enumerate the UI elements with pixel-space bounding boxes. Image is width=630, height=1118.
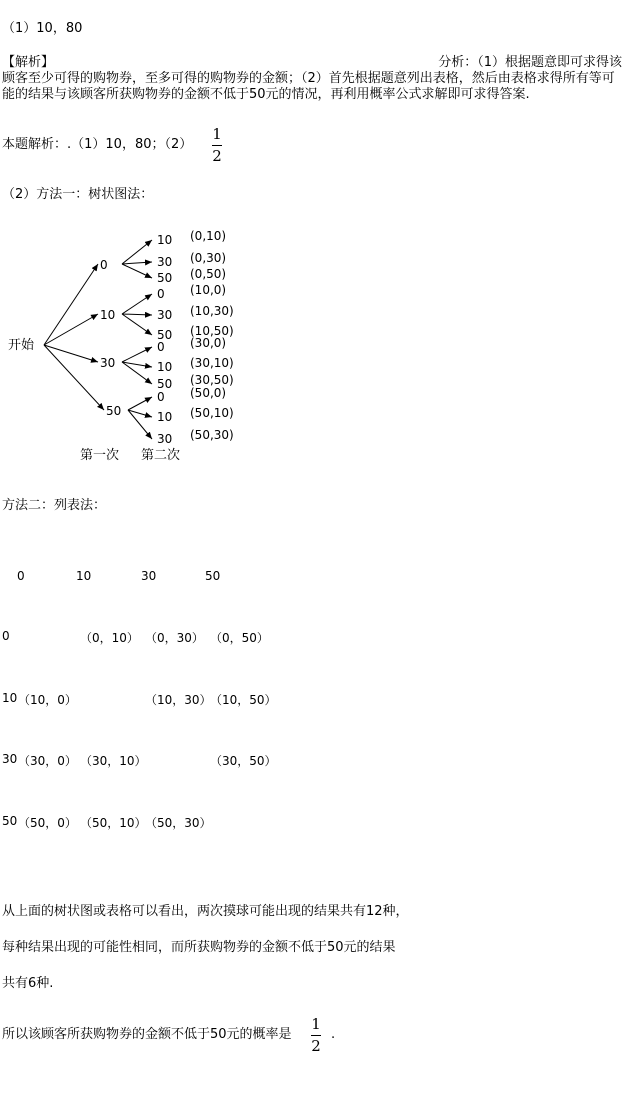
tree-first-draw-value: 0 xyxy=(100,258,108,272)
table-cell: （50，10） xyxy=(80,816,147,830)
tree-outcome-pair: (50,0) xyxy=(190,386,227,400)
tree-outcome-pair: (30,50) xyxy=(190,373,234,387)
analysis-heading: 【解析】 xyxy=(2,55,55,70)
tree-outcome-pair: (0,10) xyxy=(190,229,227,243)
tree-second-draw-value: 0 xyxy=(157,340,165,354)
tree-branch-arrow xyxy=(128,410,152,417)
table-row-label: 10 xyxy=(2,691,18,705)
tree-second-draw-value: 50 xyxy=(157,377,173,391)
table-header-cell: 50 xyxy=(205,569,221,583)
tree-branch-arrow xyxy=(128,397,152,410)
tree-first-draw-value: 30 xyxy=(100,356,116,370)
tree-outcome-pair: (10,30) xyxy=(190,304,234,318)
tree-outcome-pair: (10,0) xyxy=(190,283,227,297)
tree-outcome-pair: (10,50) xyxy=(190,324,234,338)
table-cell: （0，30） xyxy=(145,631,204,645)
tree-second-draw-value: 50 xyxy=(157,271,173,285)
tree-first-draw-value: 50 xyxy=(106,404,122,418)
tree-second-draw-value: 10 xyxy=(157,410,173,424)
method1-title: （2）方法一：树状图法： xyxy=(2,187,154,202)
table-row-label: 50 xyxy=(2,814,18,828)
tree-branch-arrow xyxy=(44,314,98,345)
table-row-label: 30 xyxy=(2,752,18,766)
tree-second-draw-value: 30 xyxy=(157,432,173,446)
tree-first-draw-value: 10 xyxy=(100,308,116,322)
tree-outcome-pair: (0,30) xyxy=(190,251,227,265)
tree-outcome-pair: (50,10) xyxy=(190,406,234,420)
tree-branch-arrow xyxy=(122,314,152,335)
tree-outcome-pair: (50,30) xyxy=(190,428,234,442)
tree-second-draw-value: 0 xyxy=(157,287,165,301)
table-cell: （10，0） xyxy=(18,693,77,707)
tree-outcome-pair: (30,10) xyxy=(190,356,234,370)
tree-branch-arrow xyxy=(122,347,152,362)
tree-label-second: 第二次 xyxy=(141,448,181,463)
tree-second-draw-value: 10 xyxy=(157,233,173,247)
fraction-bar xyxy=(311,1035,321,1036)
method2-title: 方法二：列表法： xyxy=(2,498,107,513)
conclusion-frac-numerator: 1 xyxy=(311,1015,321,1033)
table-cell: （10，50） xyxy=(210,693,277,707)
tree-second-draw-value: 30 xyxy=(157,308,173,322)
tree-outcome-pair: (30,0) xyxy=(190,336,227,350)
conclusion-line1: 从上面的树状图或表格可以看出，两次摸球可能出现的结果共有12种， xyxy=(2,904,409,919)
tree-second-draw-value: 0 xyxy=(157,390,165,404)
table-cell: （50，30） xyxy=(145,816,212,830)
table-cell: （0，10） xyxy=(80,631,139,645)
solution-frac-numerator: 1 xyxy=(212,125,222,143)
tree-branch-arrow xyxy=(122,294,152,314)
table-header-cell: 0 xyxy=(17,569,25,583)
table-header-cell: 10 xyxy=(76,569,92,583)
tree-branch-arrow xyxy=(122,362,152,367)
tree-branch-arrow xyxy=(122,262,152,264)
tree-outcome-pair: (0,50) xyxy=(190,267,227,281)
table-cell: （30，10） xyxy=(80,754,147,768)
conclusion-suffix: . xyxy=(331,1027,336,1042)
table-row-label: 0 xyxy=(2,629,10,643)
tree-branch-arrow xyxy=(128,410,152,439)
conclusion-line2: 每种结果出现的可能性相同，而所获购物券的金额不低于50元的结果 xyxy=(2,940,396,955)
conclusion-line4: 所以该顾客所获购物券的金额不低于50元的概率是 xyxy=(2,1027,292,1042)
tree-branch-arrow xyxy=(44,264,98,345)
tree-branch-arrow xyxy=(122,314,152,315)
tree-branch-arrow xyxy=(122,362,152,384)
table-cell: （0，50） xyxy=(210,631,269,645)
tree-branch-arrow xyxy=(122,264,152,278)
tree-second-draw-value: 50 xyxy=(157,328,173,342)
tree-start-label: 开始 xyxy=(8,338,35,353)
tree-label-first: 第一次 xyxy=(80,448,120,463)
tree-branch-arrow xyxy=(122,240,152,264)
table-cell: （10，30） xyxy=(145,693,212,707)
table-header-cell: 30 xyxy=(141,569,157,583)
solution-prefix: 本题解析：.（1）10，80；（2） xyxy=(2,137,193,152)
tree-second-draw-value: 10 xyxy=(157,360,173,374)
answer-line: （1）10，80 xyxy=(2,21,83,36)
tree-second-draw-value: 30 xyxy=(157,255,173,269)
tree-diagram xyxy=(0,0,630,480)
table-cell: （30，0） xyxy=(18,754,77,768)
analysis-text-body: 顾客至少可得的购物券，至多可得的购物券的金额；（2）首先根据题意列出表格，然后由表格求得所有等可能的结果与该顾客所获购物券的金额不低于50元的情况，再利用概率公式求解即可求得答案. xyxy=(2,71,615,102)
table-cell: （50，0） xyxy=(18,816,77,830)
solution-frac-denominator: 2 xyxy=(212,147,222,165)
conclusion-frac-denominator: 2 xyxy=(311,1037,321,1055)
conclusion-line3: 共有6种. xyxy=(2,976,54,991)
analysis-text-right: 分析：（1）根据题意即可求得该 xyxy=(438,55,622,70)
table-cell: （30，50） xyxy=(210,754,277,768)
conclusion-fraction xyxy=(311,1017,321,1054)
